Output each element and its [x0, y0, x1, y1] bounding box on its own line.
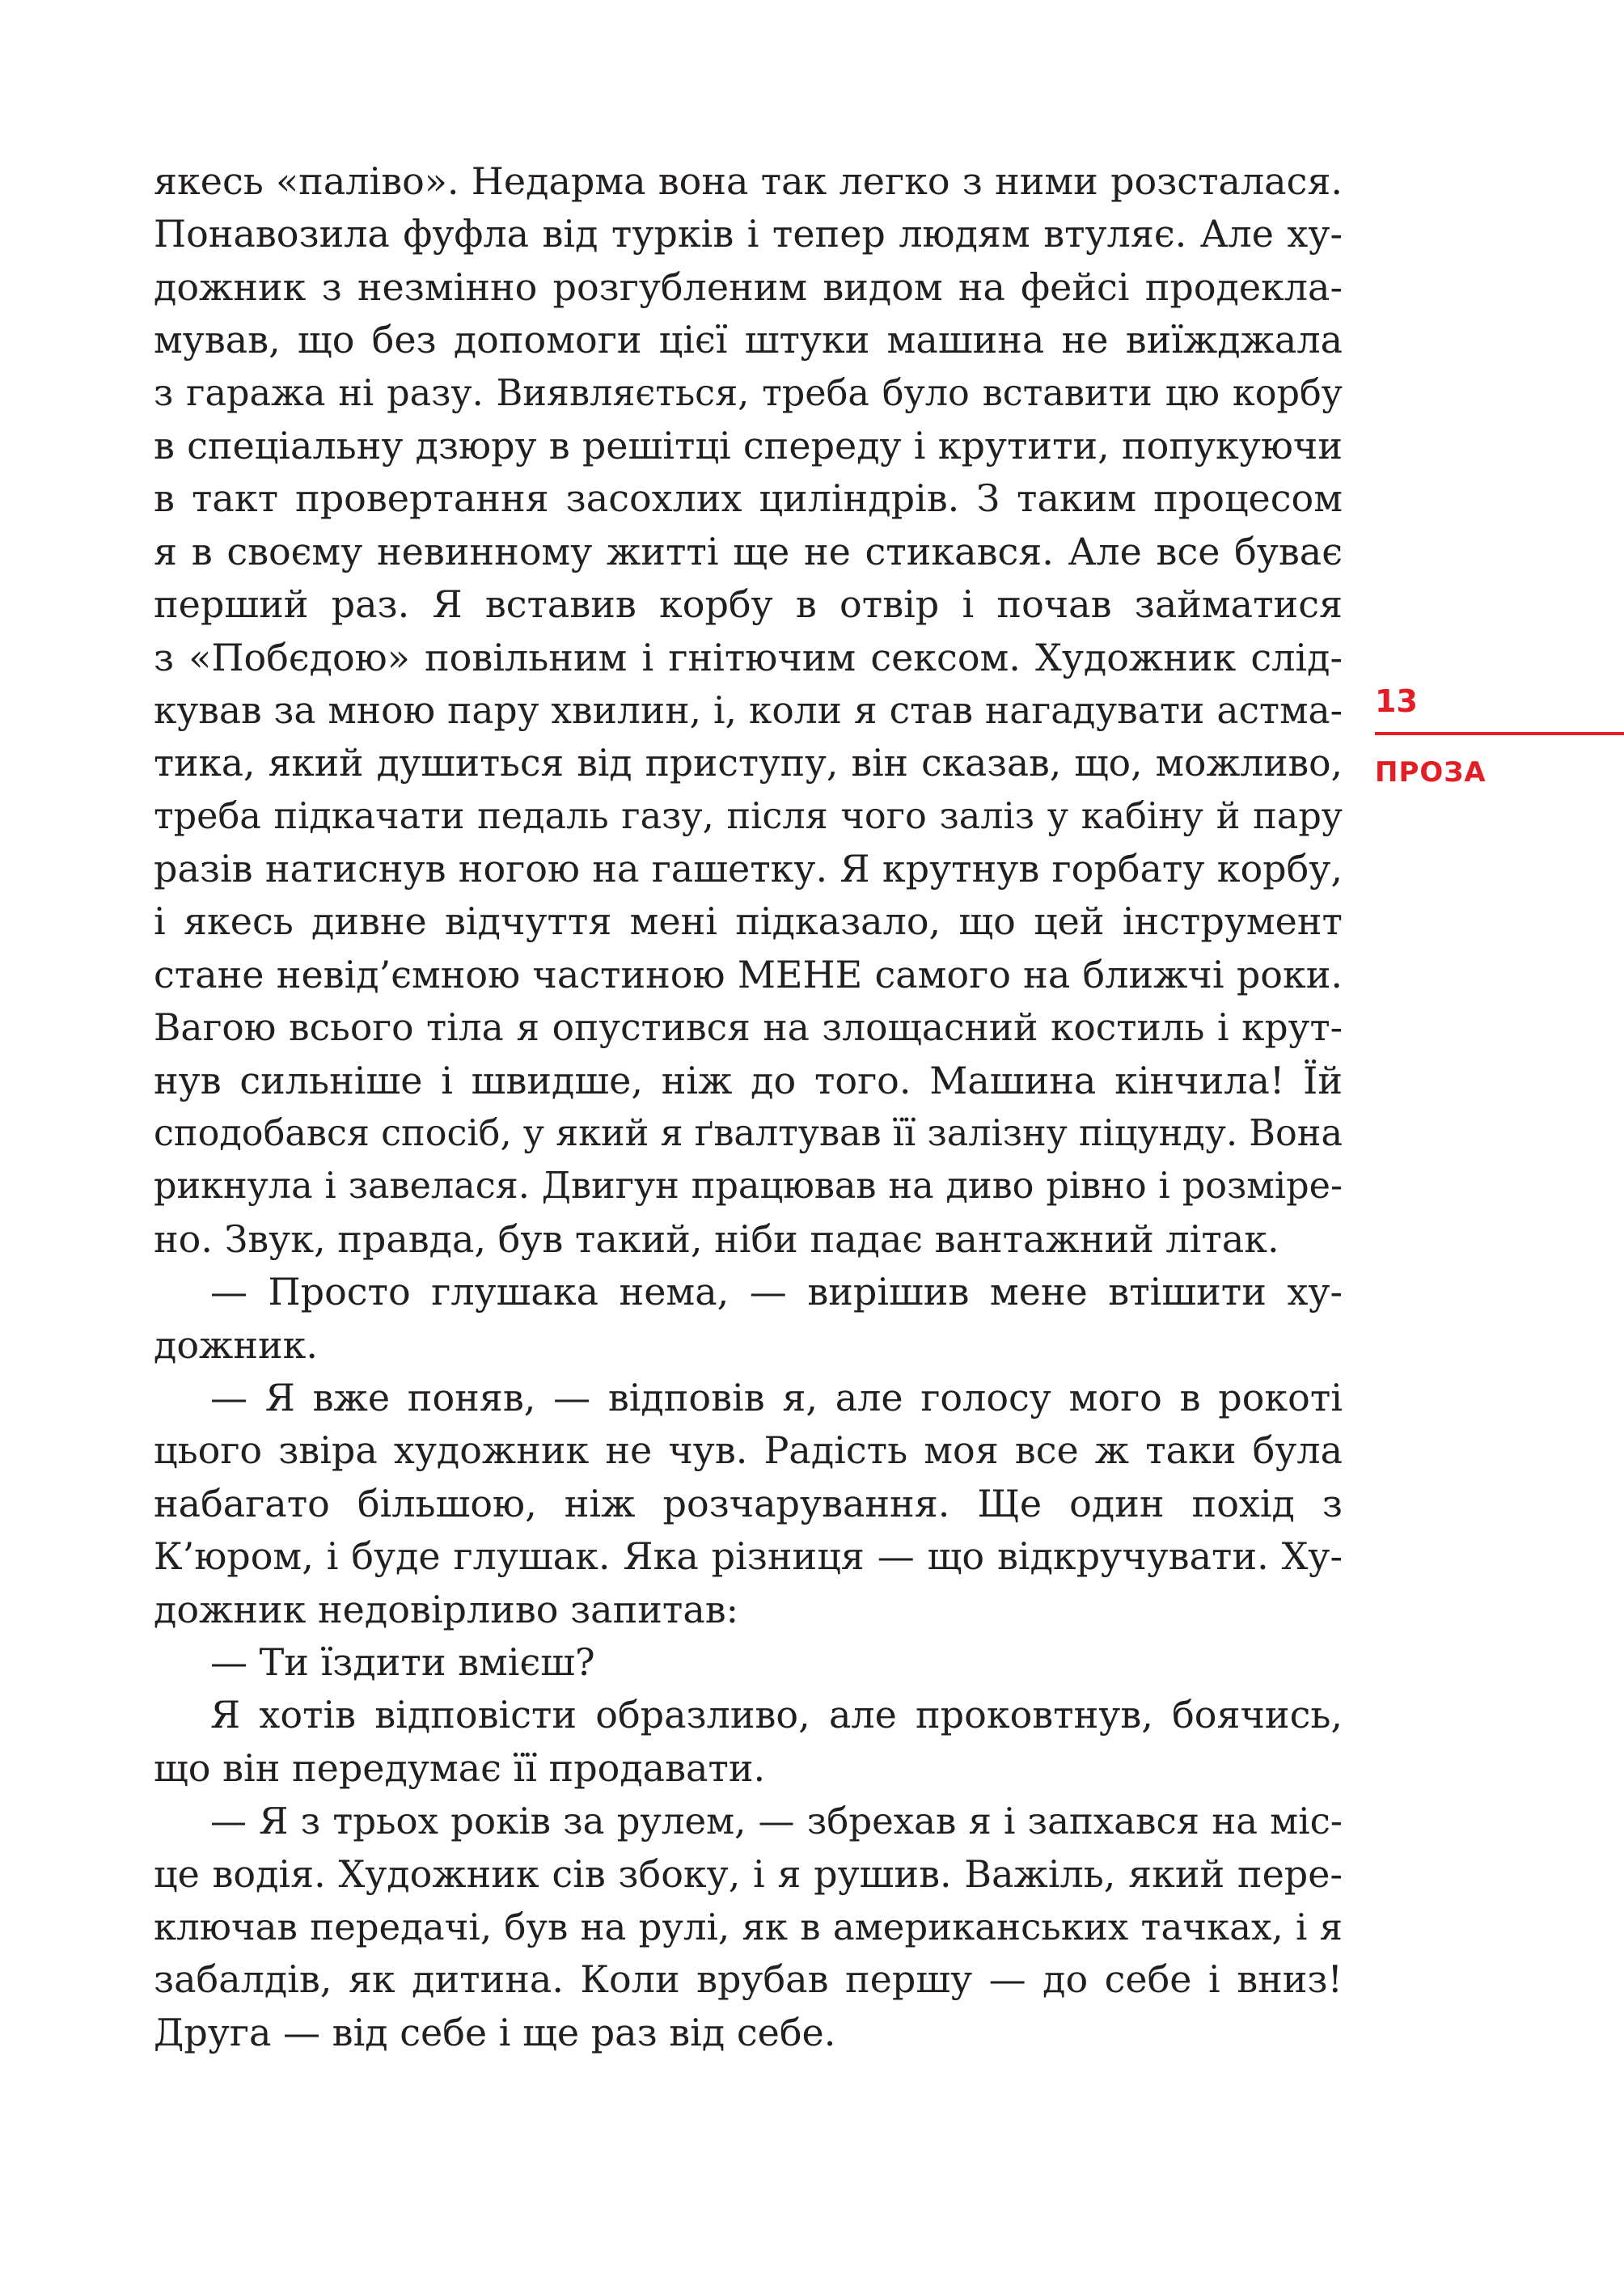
- dialogue-line: — Ти їздити вмієш?: [210, 1639, 595, 1684]
- text-line: Понавозила фуфла від турків і тепер людям втуляє. Але ху-: [154, 212, 1343, 256]
- section-label: ПРОЗА: [1375, 756, 1487, 789]
- text-line: тика, який душиться від приступу, він сказав, що, можливо,: [154, 742, 1343, 785]
- dialogue-line: — Я з трьох років за рулем, — збрехав я і запхався на міс-: [210, 1800, 1343, 1843]
- text-line: нув сильніше і швидше, ніж до того. Машина кінчила! Їй: [154, 1058, 1343, 1102]
- text-line: мував, що без допомоги цієї штуки машина не виїжджала: [154, 318, 1343, 362]
- text-line: забалдів, як дитина. Коли врубав першу — до себе і вниз!: [154, 1957, 1343, 2002]
- text-line: я в своєму невинному житті ще не стикався. Але все буває: [154, 529, 1343, 573]
- text-line: разів натиснув ногою на гашетку. Я крутнув горбату корбу,: [154, 847, 1343, 891]
- text-line: сподобався спосіб, у який я ґвалтував її залізну піцунду. Вона: [154, 1113, 1343, 1155]
- text-line: перший раз. Я вставив корбу в отвір і почав займатися: [154, 582, 1343, 627]
- paragraph-first-line: Я хотів відповісти образливо, але проковтнув, боячись,: [210, 1693, 1343, 1737]
- text-line: Вагою всього тіла я опустився на злощасний костиль і крут-: [154, 1006, 1343, 1050]
- text-line: з гаража ні разу. Виявляється, треба було вставити цю корбу: [154, 372, 1343, 414]
- text-line: з «Побєдою» повільним і гнітючим сексом. Художник слід-: [154, 635, 1343, 679]
- margin-divider: [1375, 732, 1624, 735]
- text-line: стане невід’ємною частиною МЕНЕ самого на ближчі роки.: [154, 952, 1343, 996]
- text-line: і якесь дивне відчуття мені підказало, що цей інструмент: [154, 899, 1343, 944]
- margin-header: [1375, 683, 1624, 789]
- text-line: дожник.: [154, 1322, 319, 1367]
- dialogue-line: — Я вже поняв, — відповів я, але голосу мого в рокоті: [210, 1375, 1343, 1419]
- text-line: но. Звук, правда, був такий, ніби падає вантажний літак.: [154, 1216, 1279, 1261]
- text-line: це водія. Художник сів збоку, і я рушив. Важіль, який пере-: [154, 1851, 1343, 1896]
- text-line: К’юром, і буде глушак. Яка різниця — що відкручувати. Ху-: [154, 1534, 1343, 1579]
- dialogue-line: — Просто глушака нема, — вирішив мене втішити ху-: [210, 1270, 1343, 1314]
- text-line: дожник з незмінно розгубленим видом на фейсі продекла-: [154, 264, 1343, 309]
- text-line: в такт провертання засохлих циліндрів. З таким процесом: [154, 476, 1343, 521]
- text-line: набагато більшою, ніж розчарування. Ще один похід з: [154, 1481, 1343, 1525]
- text-line: в спеціальну дзюру в решітці спереду і крутити, попукуючи: [154, 423, 1343, 467]
- text-line: дожник недовірливо запитав:: [154, 1587, 739, 1631]
- text-line: Друга — від себе і ще раз від себе.: [154, 2010, 836, 2054]
- text-line: кував за мною пару хвилин, і, коли я став нагадувати астма-: [154, 688, 1343, 732]
- prose-text-column: [154, 155, 1343, 2059]
- text-line: рикнула і завелася. Двигун працював на диво рівно і розміре-: [154, 1166, 1343, 1208]
- text-line: треба підкачати педаль газу, після чого заліз у кабіну й пару: [154, 795, 1343, 837]
- text-line: якесь «паліво». Недарма вона так легко з ними розсталася.: [154, 159, 1343, 203]
- page-number: 13: [1375, 683, 1418, 719]
- text-line: що він передумає її продавати.: [154, 1745, 766, 1790]
- text-line: ключав передачі, був на рулі, як в американських тачках, і я: [154, 1905, 1343, 1948]
- text-line: цього звіра художник не чув. Радість моя все ж таки була: [154, 1428, 1343, 1473]
